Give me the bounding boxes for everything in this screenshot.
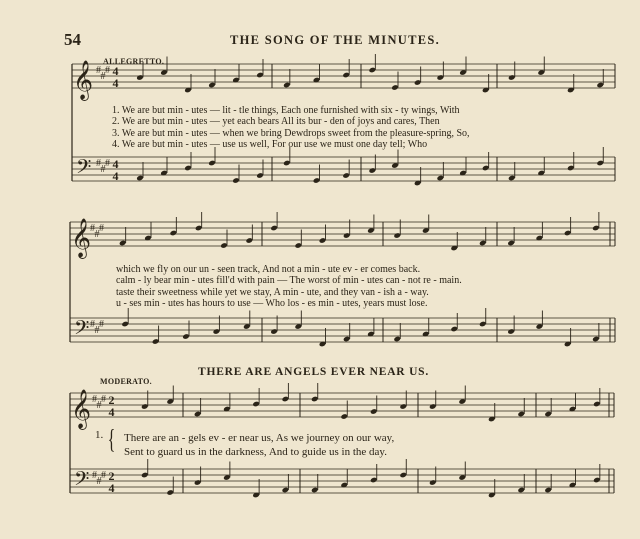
lyric-verse-line: 1. We are but min - utes — lit - tle things, Each one furnished with six - ty wings, With [112, 105, 460, 116]
key-sharp: # [96, 476, 102, 487]
key-sharp: # [96, 158, 101, 169]
key-sharp: # [105, 65, 110, 76]
bass-clef: 𝄢 [74, 467, 90, 495]
verse-number: 1. [95, 429, 104, 441]
lyric-verse-line: which we fly on our un - seen track, And not a min - ute ev - er comes back. [116, 264, 421, 275]
tempo-marking-moderato: MODERATO. [100, 377, 152, 386]
treble-clef: 𝄞 [73, 60, 94, 100]
key-sharp: # [96, 400, 102, 411]
page-number: 54 [64, 30, 81, 49]
key-sharp: # [92, 394, 97, 405]
time-sig-numerator: 2 [108, 393, 115, 407]
page-title: THE SONG OF THE MINUTES. [230, 33, 441, 47]
lyric-verse-line: 4. We are but min - utes — use us well, For our use we must one day tell; Who [112, 138, 428, 150]
lyric-verse-line: taste their sweetness while yet we stay, A min - ute, and they van - ish a - way. [116, 286, 429, 298]
key-sharp: # [100, 164, 106, 175]
key-sharp: # [101, 470, 106, 481]
time-sig-denominator: 4 [108, 481, 115, 495]
key-sharp: # [100, 71, 106, 82]
bass-clef: 𝄢 [76, 155, 92, 183]
key-sharp: # [90, 319, 95, 330]
key-sharp: # [99, 319, 104, 330]
lyric-verse-line: 2. We are but min - utes — yet each bears All its bur - den of joys and cares, Then [112, 116, 440, 128]
time-sig-numerator: 4 [112, 64, 119, 78]
key-sharp: # [105, 158, 110, 169]
lyric-verse-line: Sent to guard us in the darkness, And to guide us in the day. [124, 446, 387, 458]
lyric-verse-line: calm - ly bear min - utes fill'd with pain — The worst of min - utes can - not re - main. [116, 275, 462, 287]
lyric-verse-line: u - ses min - utes has hours to use — Who los - es min - utes, years must lose. [116, 297, 428, 309]
key-sharp: # [99, 223, 104, 234]
lyric-verse-line: 3. We are but min - utes — when we bring Dewdrops sweet from the pleasure-spring, So, [112, 127, 470, 139]
tempo-marking-allegretto: ALLEGRETTO. [103, 57, 165, 66]
key-sharp: # [90, 223, 95, 234]
time-sig-denominator: 4 [108, 405, 115, 419]
key-sharp: # [92, 470, 97, 481]
verse-brace: { [107, 424, 116, 454]
key-sharp: # [94, 325, 100, 336]
key-sharp: # [101, 394, 106, 405]
bass-clef: 𝄢 [74, 316, 90, 344]
time-sig-denominator: 4 [112, 169, 119, 183]
time-sig-denominator: 4 [112, 76, 119, 90]
key-sharp: # [94, 229, 100, 240]
key-sharp: # [96, 65, 101, 76]
lyric-verse-line: There are an - gels ev - er near us, As we journey on our way, [124, 432, 395, 444]
treble-clef: 𝄞 [71, 218, 92, 258]
treble-clef: 𝄞 [71, 389, 92, 429]
time-sig-numerator: 2 [108, 469, 115, 483]
time-sig-numerator: 4 [112, 157, 119, 171]
section-title: THERE ARE ANGELS EVER NEAR US. [198, 366, 430, 378]
